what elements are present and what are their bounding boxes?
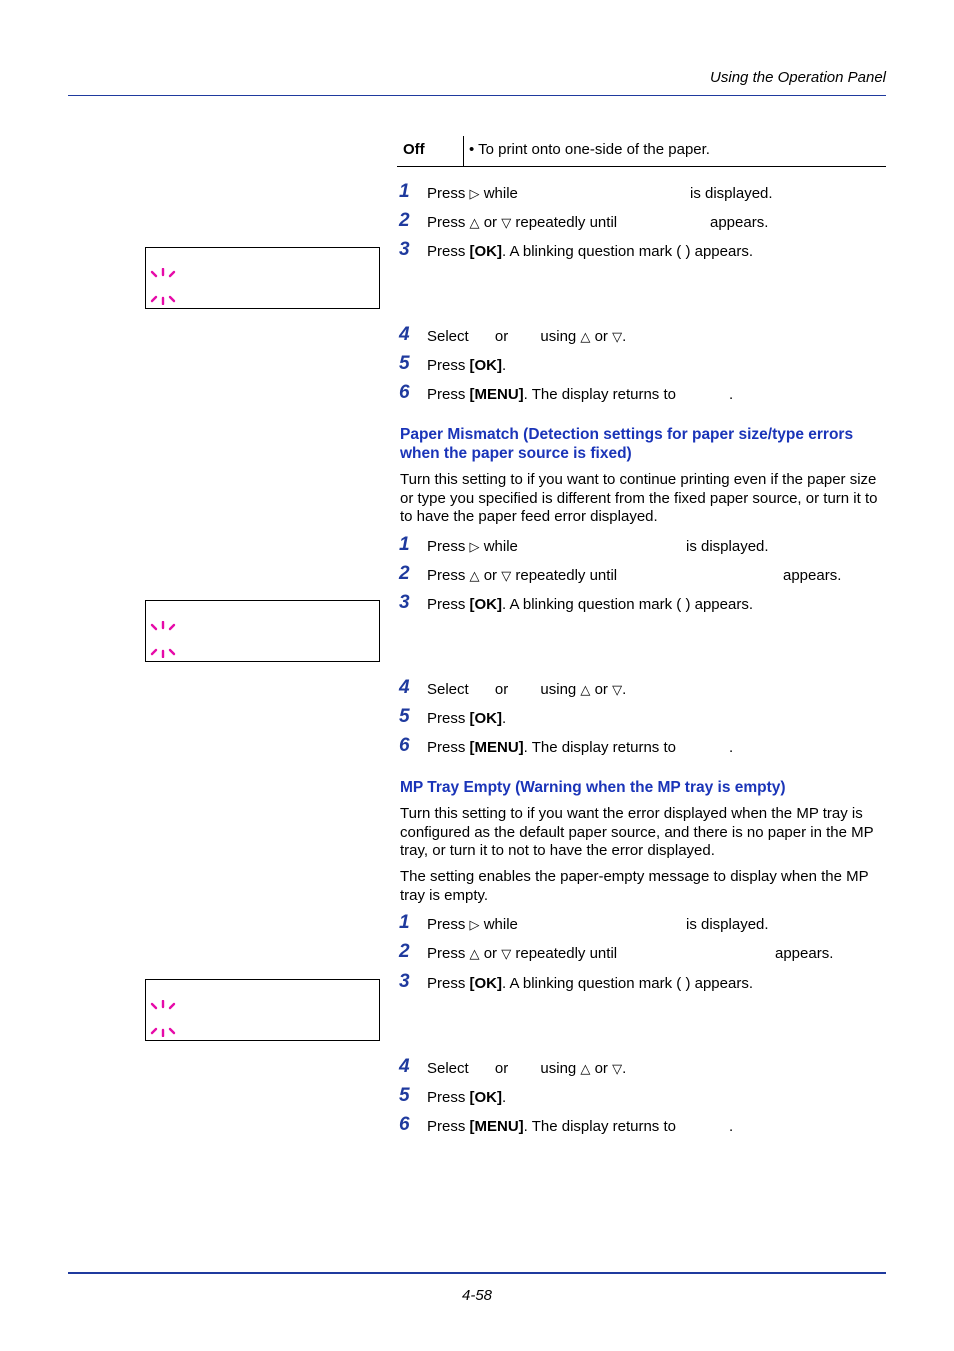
step-6-text: Press [MENU]. The display returns to xyxy=(427,386,676,403)
section-heading: Paper Mismatch (Detection settings for paper size/type errors when the paper source is fixed) xyxy=(400,426,854,462)
down-arrow-icon: ▽ xyxy=(501,216,512,231)
step-4-text: Select or using △ or ▽. xyxy=(427,1060,627,1077)
up-arrow-icon: △ xyxy=(469,569,480,584)
up-arrow-icon: △ xyxy=(580,330,591,345)
step-2-text: Press △ or ▽ repeatedly until xyxy=(427,945,618,962)
page-number: 4-58 xyxy=(461,1287,493,1304)
step-5-text: Press [OK]. xyxy=(427,710,507,727)
step-5-text: Press [OK]. xyxy=(427,357,507,374)
step-number: 6 xyxy=(399,382,410,403)
step-4-text: Select or using △ or ▽. xyxy=(427,328,627,345)
step-number: 4 xyxy=(399,1056,410,1077)
step-number: 4 xyxy=(399,677,410,698)
down-arrow-icon: ▽ xyxy=(612,330,623,345)
running-header: Using the Operation Panel xyxy=(710,69,886,86)
step-number: 1 xyxy=(399,912,410,933)
step-number: 5 xyxy=(399,1085,410,1106)
step-number: 6 xyxy=(399,1114,410,1135)
step-2-tail: appears. xyxy=(710,214,769,231)
right-arrow-icon: ▷ xyxy=(469,187,480,202)
step-3-text: Press [OK]. A blinking question mark ( ) appears. xyxy=(427,243,753,260)
right-arrow-icon: ▷ xyxy=(469,918,480,933)
section-paragraph: Turn this setting to if you want to continue printing even if the paper size or type you specified is different from the fixed paper source, or turn it to to have the paper feed error displayed. xyxy=(400,471,878,525)
step-number: 4 xyxy=(399,324,410,345)
step-2-tail: appears. xyxy=(783,567,842,584)
step-number: 1 xyxy=(399,181,410,202)
up-arrow-icon: △ xyxy=(580,683,591,698)
lcd-display xyxy=(145,979,380,1041)
step-number: 5 xyxy=(399,353,410,374)
step-6-end: . xyxy=(729,1118,734,1135)
header-rule xyxy=(68,95,886,96)
step-number: 2 xyxy=(399,941,410,962)
step-number: 5 xyxy=(399,706,410,727)
section-paragraph: The setting enables the paper-empty message to display when the MP tray is empty. xyxy=(400,868,869,904)
step-2-text: Press △ or ▽ repeatedly until xyxy=(427,214,618,231)
mode-description: • To print onto one-side of the paper. xyxy=(469,141,710,158)
lcd-display xyxy=(145,247,380,309)
step-1-text: Press ▷ while xyxy=(427,538,518,555)
step-number: 2 xyxy=(399,210,410,231)
blink-indicator-icon xyxy=(149,644,177,658)
step-2-text: Press △ or ▽ repeatedly until xyxy=(427,567,618,584)
step-1-tail: is displayed. xyxy=(690,185,773,202)
step-1-text: Press ▷ while xyxy=(427,916,518,933)
step-number: 3 xyxy=(399,971,410,992)
blink-indicator-icon xyxy=(149,268,177,282)
step-4-text: Select or using △ or ▽. xyxy=(427,681,627,698)
section-paragraph: Turn this setting to if you want the error displayed when the MP tray is configured as the default paper source, and there is no paper in the MP tray, or turn it to not to have the error displayed. xyxy=(400,805,874,859)
step-1-tail: is displayed. xyxy=(686,538,769,555)
step-5-text: Press [OK]. xyxy=(427,1089,507,1106)
blink-indicator-icon xyxy=(149,1000,177,1014)
table-divider xyxy=(463,136,464,166)
step-1-tail: is displayed. xyxy=(686,916,769,933)
step-6-text: Press [MENU]. The display returns to xyxy=(427,1118,676,1135)
section-heading: MP Tray Empty (Warning when the MP tray is empty) xyxy=(400,779,786,796)
down-arrow-icon: ▽ xyxy=(501,569,512,584)
step-3-text: Press [OK]. A blinking question mark ( ) appears. xyxy=(427,975,753,992)
step-number: 3 xyxy=(399,592,410,613)
blink-indicator-icon xyxy=(149,1023,177,1037)
up-arrow-icon: △ xyxy=(469,216,480,231)
up-arrow-icon: △ xyxy=(580,1062,591,1077)
step-2-tail: appears. xyxy=(775,945,834,962)
step-1-text: Press ▷ while xyxy=(427,185,518,202)
step-number: 1 xyxy=(399,534,410,555)
step-3-text: Press [OK]. A blinking question mark ( ) appears. xyxy=(427,596,753,613)
step-number: 3 xyxy=(399,239,410,260)
footer-rule xyxy=(68,1272,886,1274)
step-number: 2 xyxy=(399,563,410,584)
lcd-display xyxy=(145,600,380,662)
step-6-end: . xyxy=(729,386,734,403)
down-arrow-icon: ▽ xyxy=(612,683,623,698)
step-number: 6 xyxy=(399,735,410,756)
right-arrow-icon: ▷ xyxy=(469,540,480,555)
blink-indicator-icon xyxy=(149,291,177,305)
step-6-end: . xyxy=(729,739,734,756)
step-6-text: Press [MENU]. The display returns to xyxy=(427,739,676,756)
blink-indicator-icon xyxy=(149,621,177,635)
down-arrow-icon: ▽ xyxy=(612,1062,623,1077)
down-arrow-icon: ▽ xyxy=(501,947,512,962)
mode-label: Off xyxy=(403,141,425,158)
up-arrow-icon: △ xyxy=(469,947,480,962)
mode-table xyxy=(397,136,886,167)
